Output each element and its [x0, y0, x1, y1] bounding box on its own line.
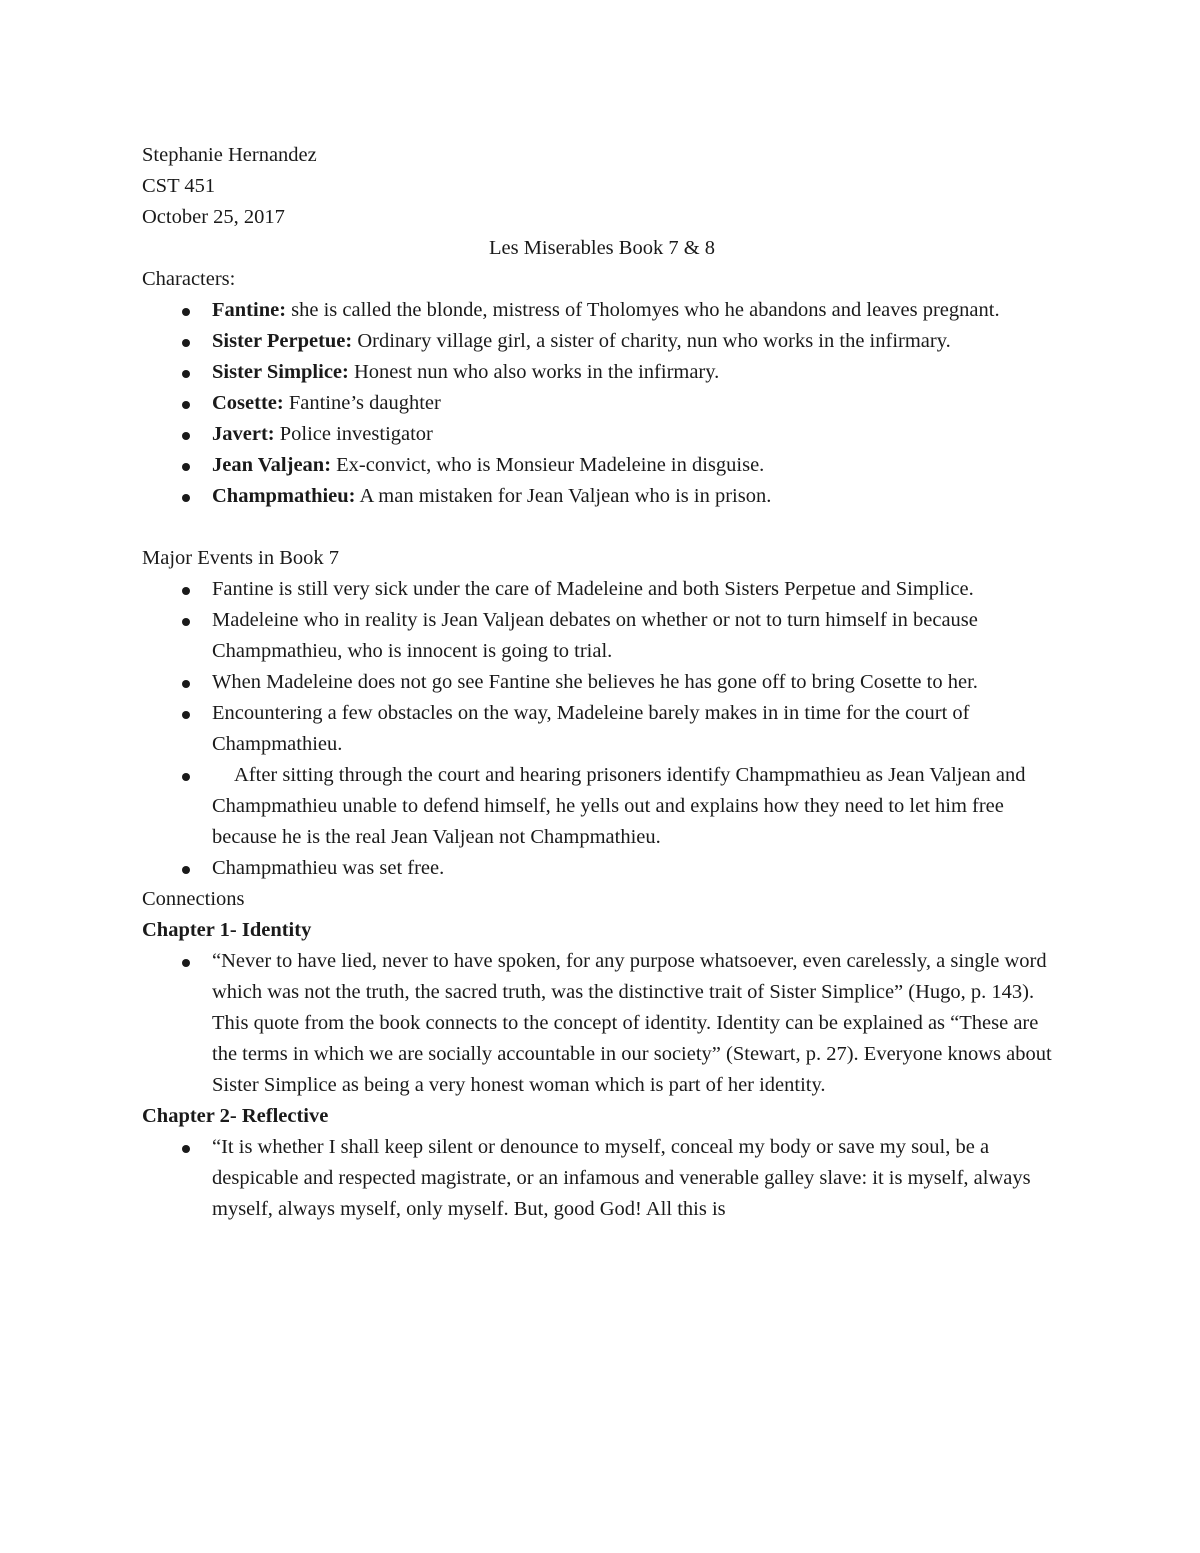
character-name: Javert:	[212, 423, 275, 445]
events-list	[142, 574, 1062, 884]
list-item: Encountering a few obstacles on the way, Madeleine barely makes in in time for the court of Champmathieu.	[212, 698, 1062, 760]
list-item: “It is whether I shall keep silent or denounce to myself, conceal my body or save my soul, be a despicable and respected magistrate, or an infamous and venerable galley slave: it is myself, always myself, always myself, only myself. But, good God! All this is	[212, 1132, 1062, 1225]
character-desc: Ordinary village girl, a sister of charity, nun who works in the infirmary.	[352, 330, 951, 352]
events-label: Major Events in Book 7	[142, 547, 340, 569]
list-item: When Madeleine does not go see Fantine she believes he has gone off to bring Cosette to her.	[212, 667, 1062, 698]
characters-label: Characters:	[142, 268, 236, 290]
author-name: Stephanie Hernandez	[142, 144, 317, 166]
list-item	[212, 450, 1062, 481]
event-text: After sitting through the court and hearing prisoners identify Champmathieu as Jean Valjean and Champmathieu unable to defend himself, he yells out and explains how they need to let him free because he is the real Jean Valjean not Champmathieu.	[212, 764, 1026, 848]
chapter-2-list	[142, 1132, 1062, 1225]
character-desc: A man mistaken for Jean Valjean who is in prison.	[355, 485, 772, 507]
character-desc: Police investigator	[274, 423, 433, 445]
chapter-heading: Chapter 1- Identity	[142, 919, 312, 941]
document-date: October 25, 2017	[142, 206, 285, 228]
list-item	[212, 388, 1062, 419]
character-name: Sister Simplice:	[212, 361, 349, 383]
character-desc: Ex-convict, who is Monsieur Madeleine in disguise.	[331, 454, 765, 476]
document-page	[142, 140, 1062, 1225]
character-name: Jean Valjean:	[212, 454, 332, 476]
character-name: Cosette:	[212, 392, 284, 414]
character-desc: she is called the blonde, mistress of Tholomyes who he abandons and leaves pregnant.	[286, 299, 1000, 321]
list-item	[212, 419, 1062, 450]
list-item	[212, 760, 1062, 853]
character-desc: Honest nun who also works in the infirmary.	[348, 361, 720, 383]
list-item: Champmathieu was set free.	[212, 853, 1062, 884]
document-title: Les Miserables Book 7 & 8	[488, 237, 716, 259]
character-name: Fantine:	[212, 299, 287, 321]
connections-label: Connections	[142, 888, 245, 910]
list-item: “Never to have lied, never to have spoken, for any purpose whatsoever, even carelessly, a single word which was not the truth, the sacred truth, was the distinctive trait of Sister Simplice” (Hugo, p. 143). This quote from the book connects to the concept of identity. Identity can be explained as “These are the terms in which we are socially accountable in our society” (Stewart, p. 27). Everyone knows about Sister Simplice as being a very honest woman which is part of her identity.	[212, 946, 1062, 1101]
list-item	[212, 326, 1062, 357]
list-item	[212, 295, 1062, 326]
list-item: Madeleine who in reality is Jean Valjean debates on whether or not to turn himself in because Champmathieu, who is innocent is going to trial.	[212, 605, 1062, 667]
character-desc: Fantine’s daughter	[283, 392, 441, 414]
chapter-1-list	[142, 946, 1062, 1101]
character-name: Champmathieu:	[212, 485, 356, 507]
list-item	[212, 481, 1062, 512]
course-code: CST 451	[142, 175, 216, 197]
list-item	[212, 357, 1062, 388]
chapter-heading: Chapter 2- Reflective	[142, 1105, 329, 1127]
list-item: Fantine is still very sick under the care of Madeleine and both Sisters Perpetue and Simplice.	[212, 574, 1062, 605]
spacer	[142, 512, 1062, 543]
character-name: Sister Perpetue:	[212, 330, 353, 352]
characters-list	[142, 295, 1062, 512]
